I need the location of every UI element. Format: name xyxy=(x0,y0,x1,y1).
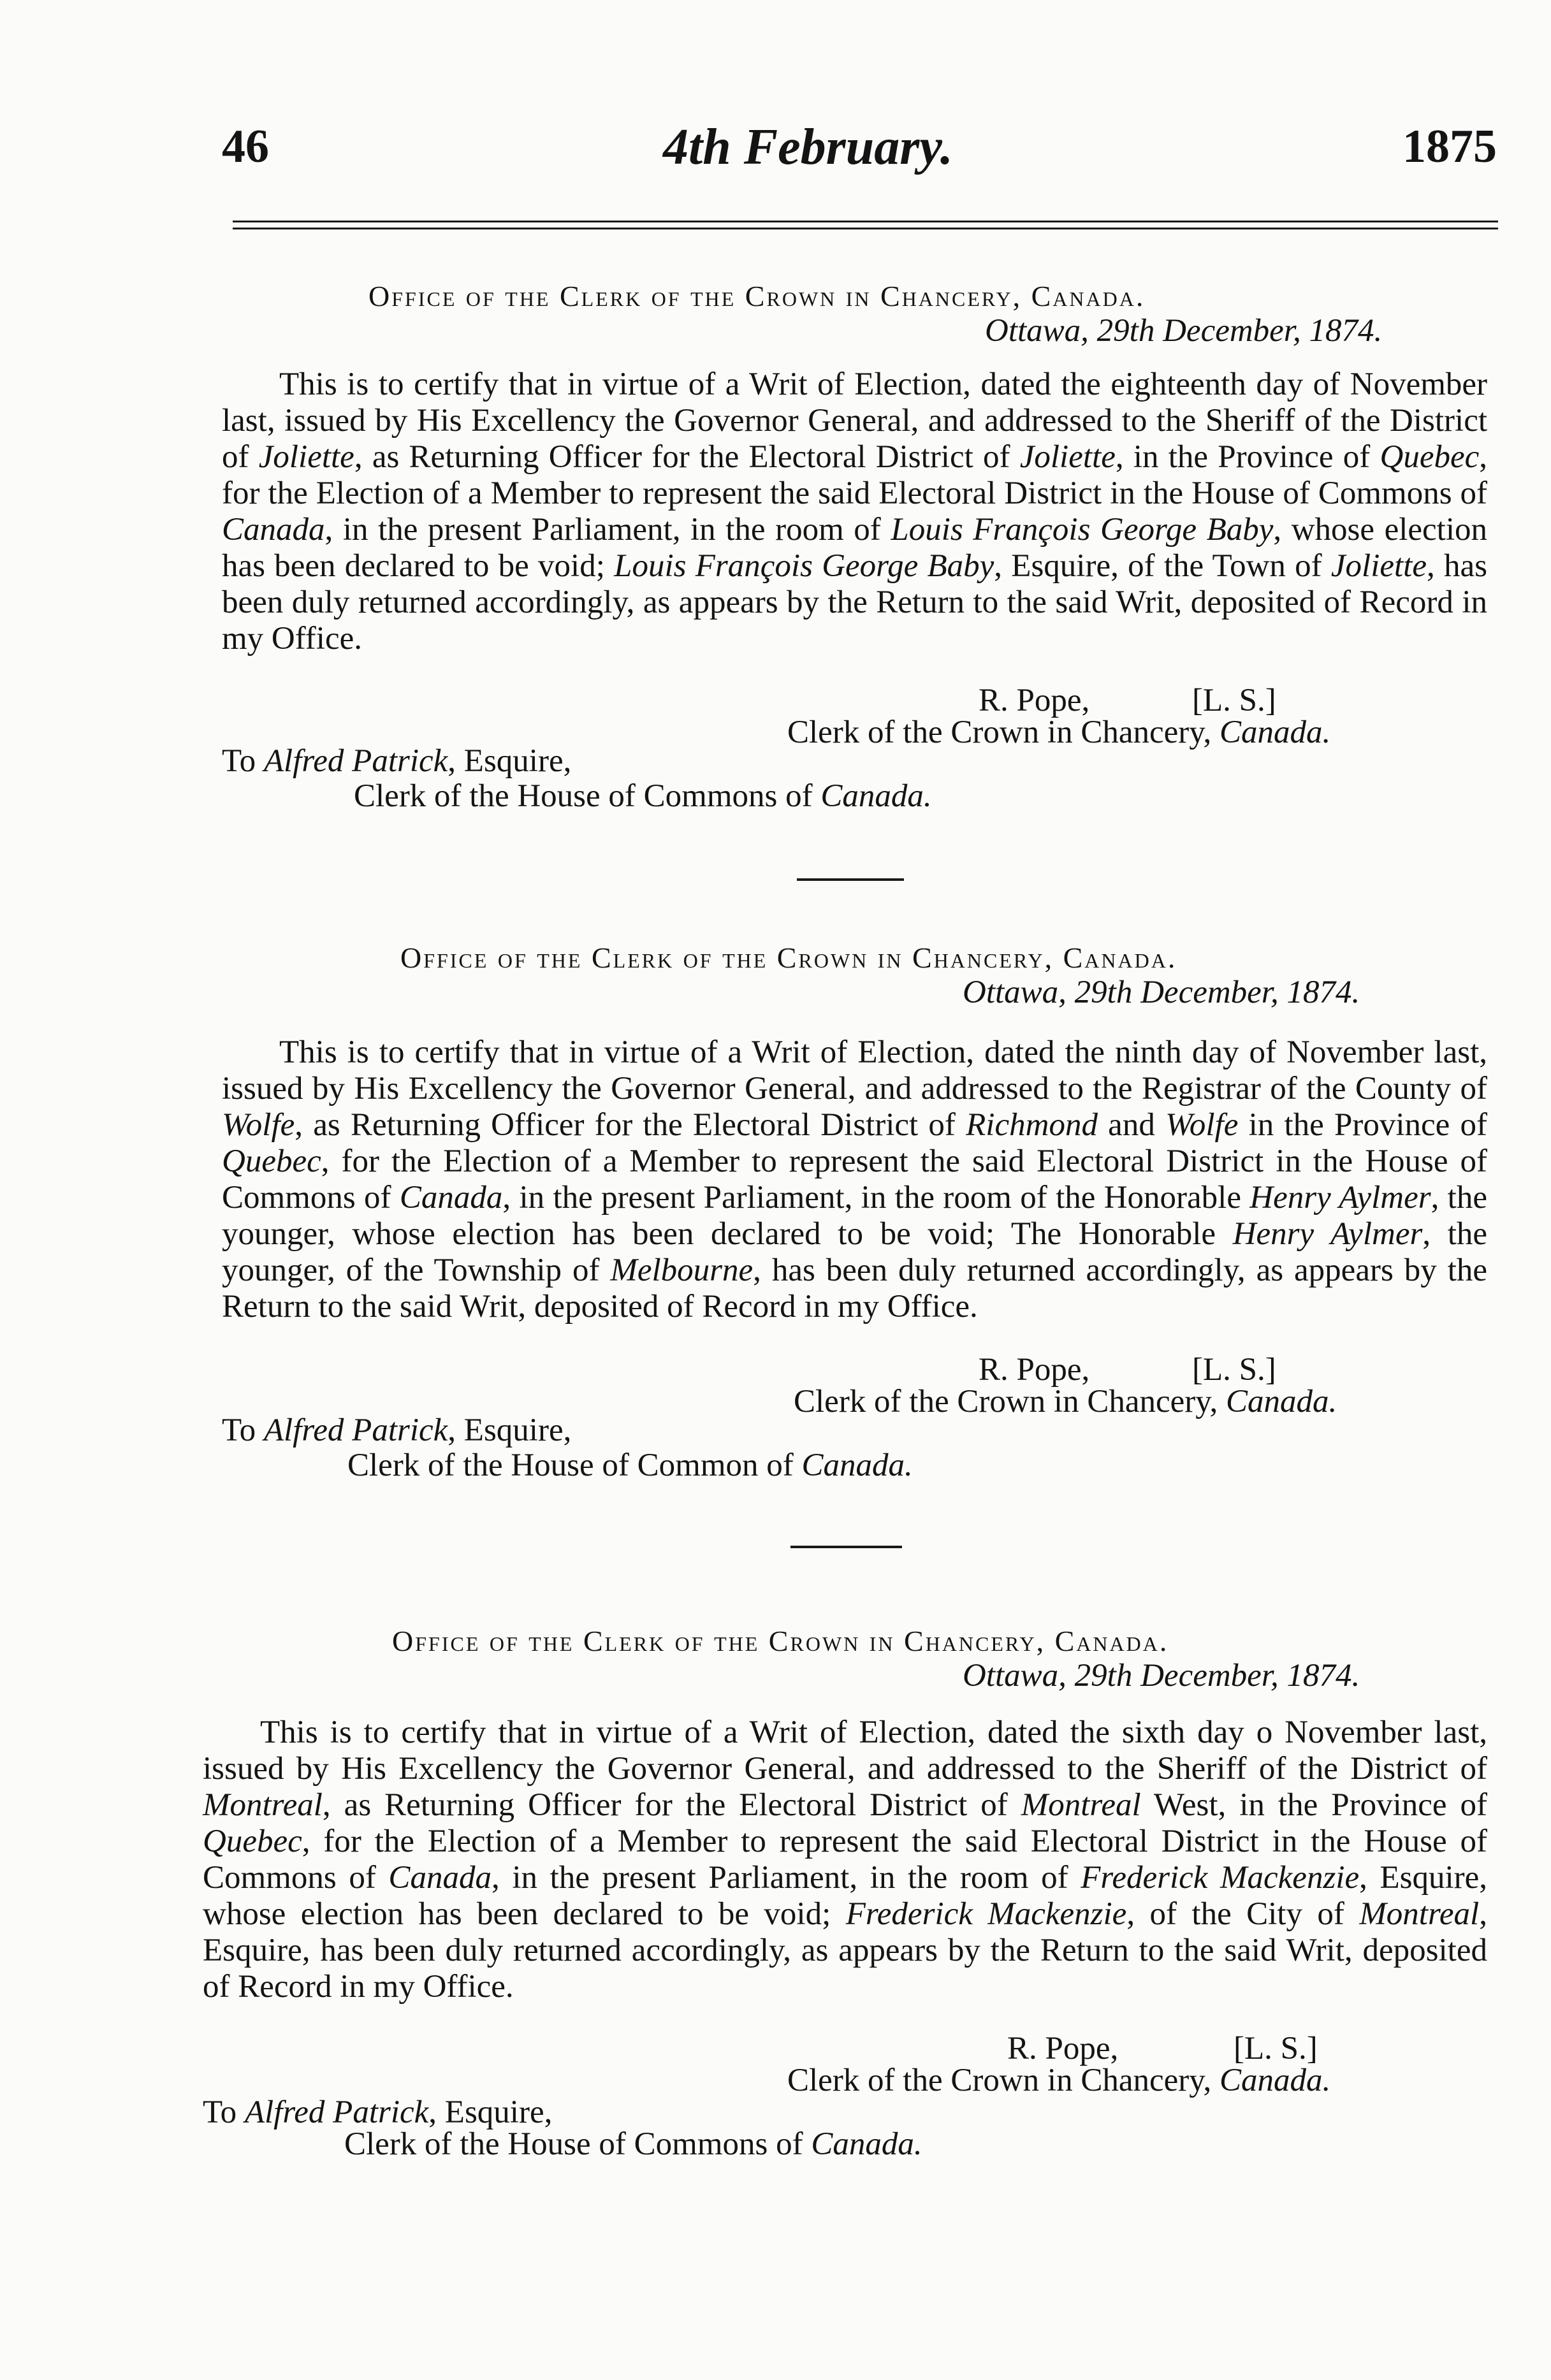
notice-2-seal: [L. S.] xyxy=(1192,1352,1276,1388)
notice-1-date: Ottawa, 29th December, 1874. xyxy=(985,313,1383,349)
notice-1-to-line: To Alfred Patrick, Esquire, xyxy=(222,743,572,779)
page-title: 4th February. xyxy=(663,119,953,175)
notice-3-body: This is to certify that in virtue of a Writ of Election, dated the sixth day o November last, issued by His Excellency the Governor General, and addressed to the Sheriff of the District of Montreal, as Returning Officer for the Electoral District of Montreal West, in the Province of Quebec, for the Election of a Member to represent the said Electoral District in the House of Commons of Canada, in the present Parliament, in the room of Frederick Mackenzie, Esquire, whose election has been declared to be void; Frederick Mackenzie, of the City of Montreal, Esquire, has been duly returned accordingly, as appears by the Return to the said Writ, deposited of Record in my Office. xyxy=(203,1715,1488,2005)
notice-2-addressee: Clerk of the House of Common of Canada. xyxy=(347,1448,913,1483)
notice-2-body: This is to certify that in virtue of a Writ of Election, dated the ninth day of November last, issued by His Excellency the Governor General, and addressed to the Registrar of the County of Wolfe, as Returning Officer for the Electoral District of Richmond and Wolfe in the Province of Quebec, for the Election of a Member to represent the said Electoral District in the House of Commons of Canada, in the present Parliament, in the room of the Honorable Henry Aylmer, the younger, whose election has been declared to be void; The Honorable Henry Aylmer, the younger, of the Township of Melbourne, has been duly returned accordingly, as appears by the Return to the said Writ, deposited of Record in my Office. xyxy=(222,1034,1488,1324)
notice-2-office-heading: Office of the Clerk of the Crown in Chancery, Canada. xyxy=(400,941,1177,974)
notice-1-seal: [L. S.] xyxy=(1192,683,1276,718)
notice-1-body: This is to certify that in virtue of a Writ of Election, dated the eighteenth day of November last, issued by His Excellency the Governor General, and addressed to the Sheriff of the District of Joliette, as Returning Officer for the Electoral District of Joliette, in the Province of Quebec, for the Election of a Member to represent the said Electoral District in the House of Commons of Canada, in the present Parliament, in the room of Louis François George Baby, whose election has been declared to be void; Louis François George Baby, Esquire, of the Town of Joliette, has been duly returned accordingly, as appears by the Return to the said Writ, deposited of Record in my Office. xyxy=(222,366,1488,657)
notice-3-office-heading: Office of the Clerk of the Crown in Chancery, Canada. xyxy=(392,1625,1169,1657)
notice-3-date: Ottawa, 29th December, 1874. xyxy=(963,1658,1360,1694)
section-separator xyxy=(790,1546,902,1548)
notice-2-signer-title: Clerk of the Crown in Chancery, Canada. xyxy=(794,1384,1337,1419)
notice-3-signer: R. Pope, xyxy=(1007,2031,1119,2066)
notice-1-addressee: Clerk of the House of Commons of Canada. xyxy=(354,778,932,814)
notice-2-to-line: To Alfred Patrick, Esquire, xyxy=(222,1412,572,1448)
notice-3-seal: [L. S.] xyxy=(1234,2031,1318,2066)
notice-1-signer-title: Clerk of the Crown in Chancery, Canada. xyxy=(787,715,1331,750)
notice-1-office-heading: Office of the Clerk of the Crown in Chancery, Canada. xyxy=(368,280,1146,312)
page-year: 1875 xyxy=(1402,120,1497,173)
notice-3-to-line: To Alfred Patrick, Esquire, xyxy=(203,2094,553,2130)
notice-3-signer-title: Clerk of the Crown in Chancery, Canada. xyxy=(787,2063,1331,2098)
section-separator xyxy=(797,878,904,881)
notice-2-signer: R. Pope, xyxy=(979,1352,1090,1388)
notice-1-signer: R. Pope, xyxy=(979,683,1090,718)
page-number: 46 xyxy=(222,120,269,173)
notice-3-addressee: Clerk of the House of Commons of Canada. xyxy=(344,2126,922,2162)
notice-2-date: Ottawa, 29th December, 1874. xyxy=(963,975,1360,1010)
header-rule xyxy=(233,221,1498,229)
